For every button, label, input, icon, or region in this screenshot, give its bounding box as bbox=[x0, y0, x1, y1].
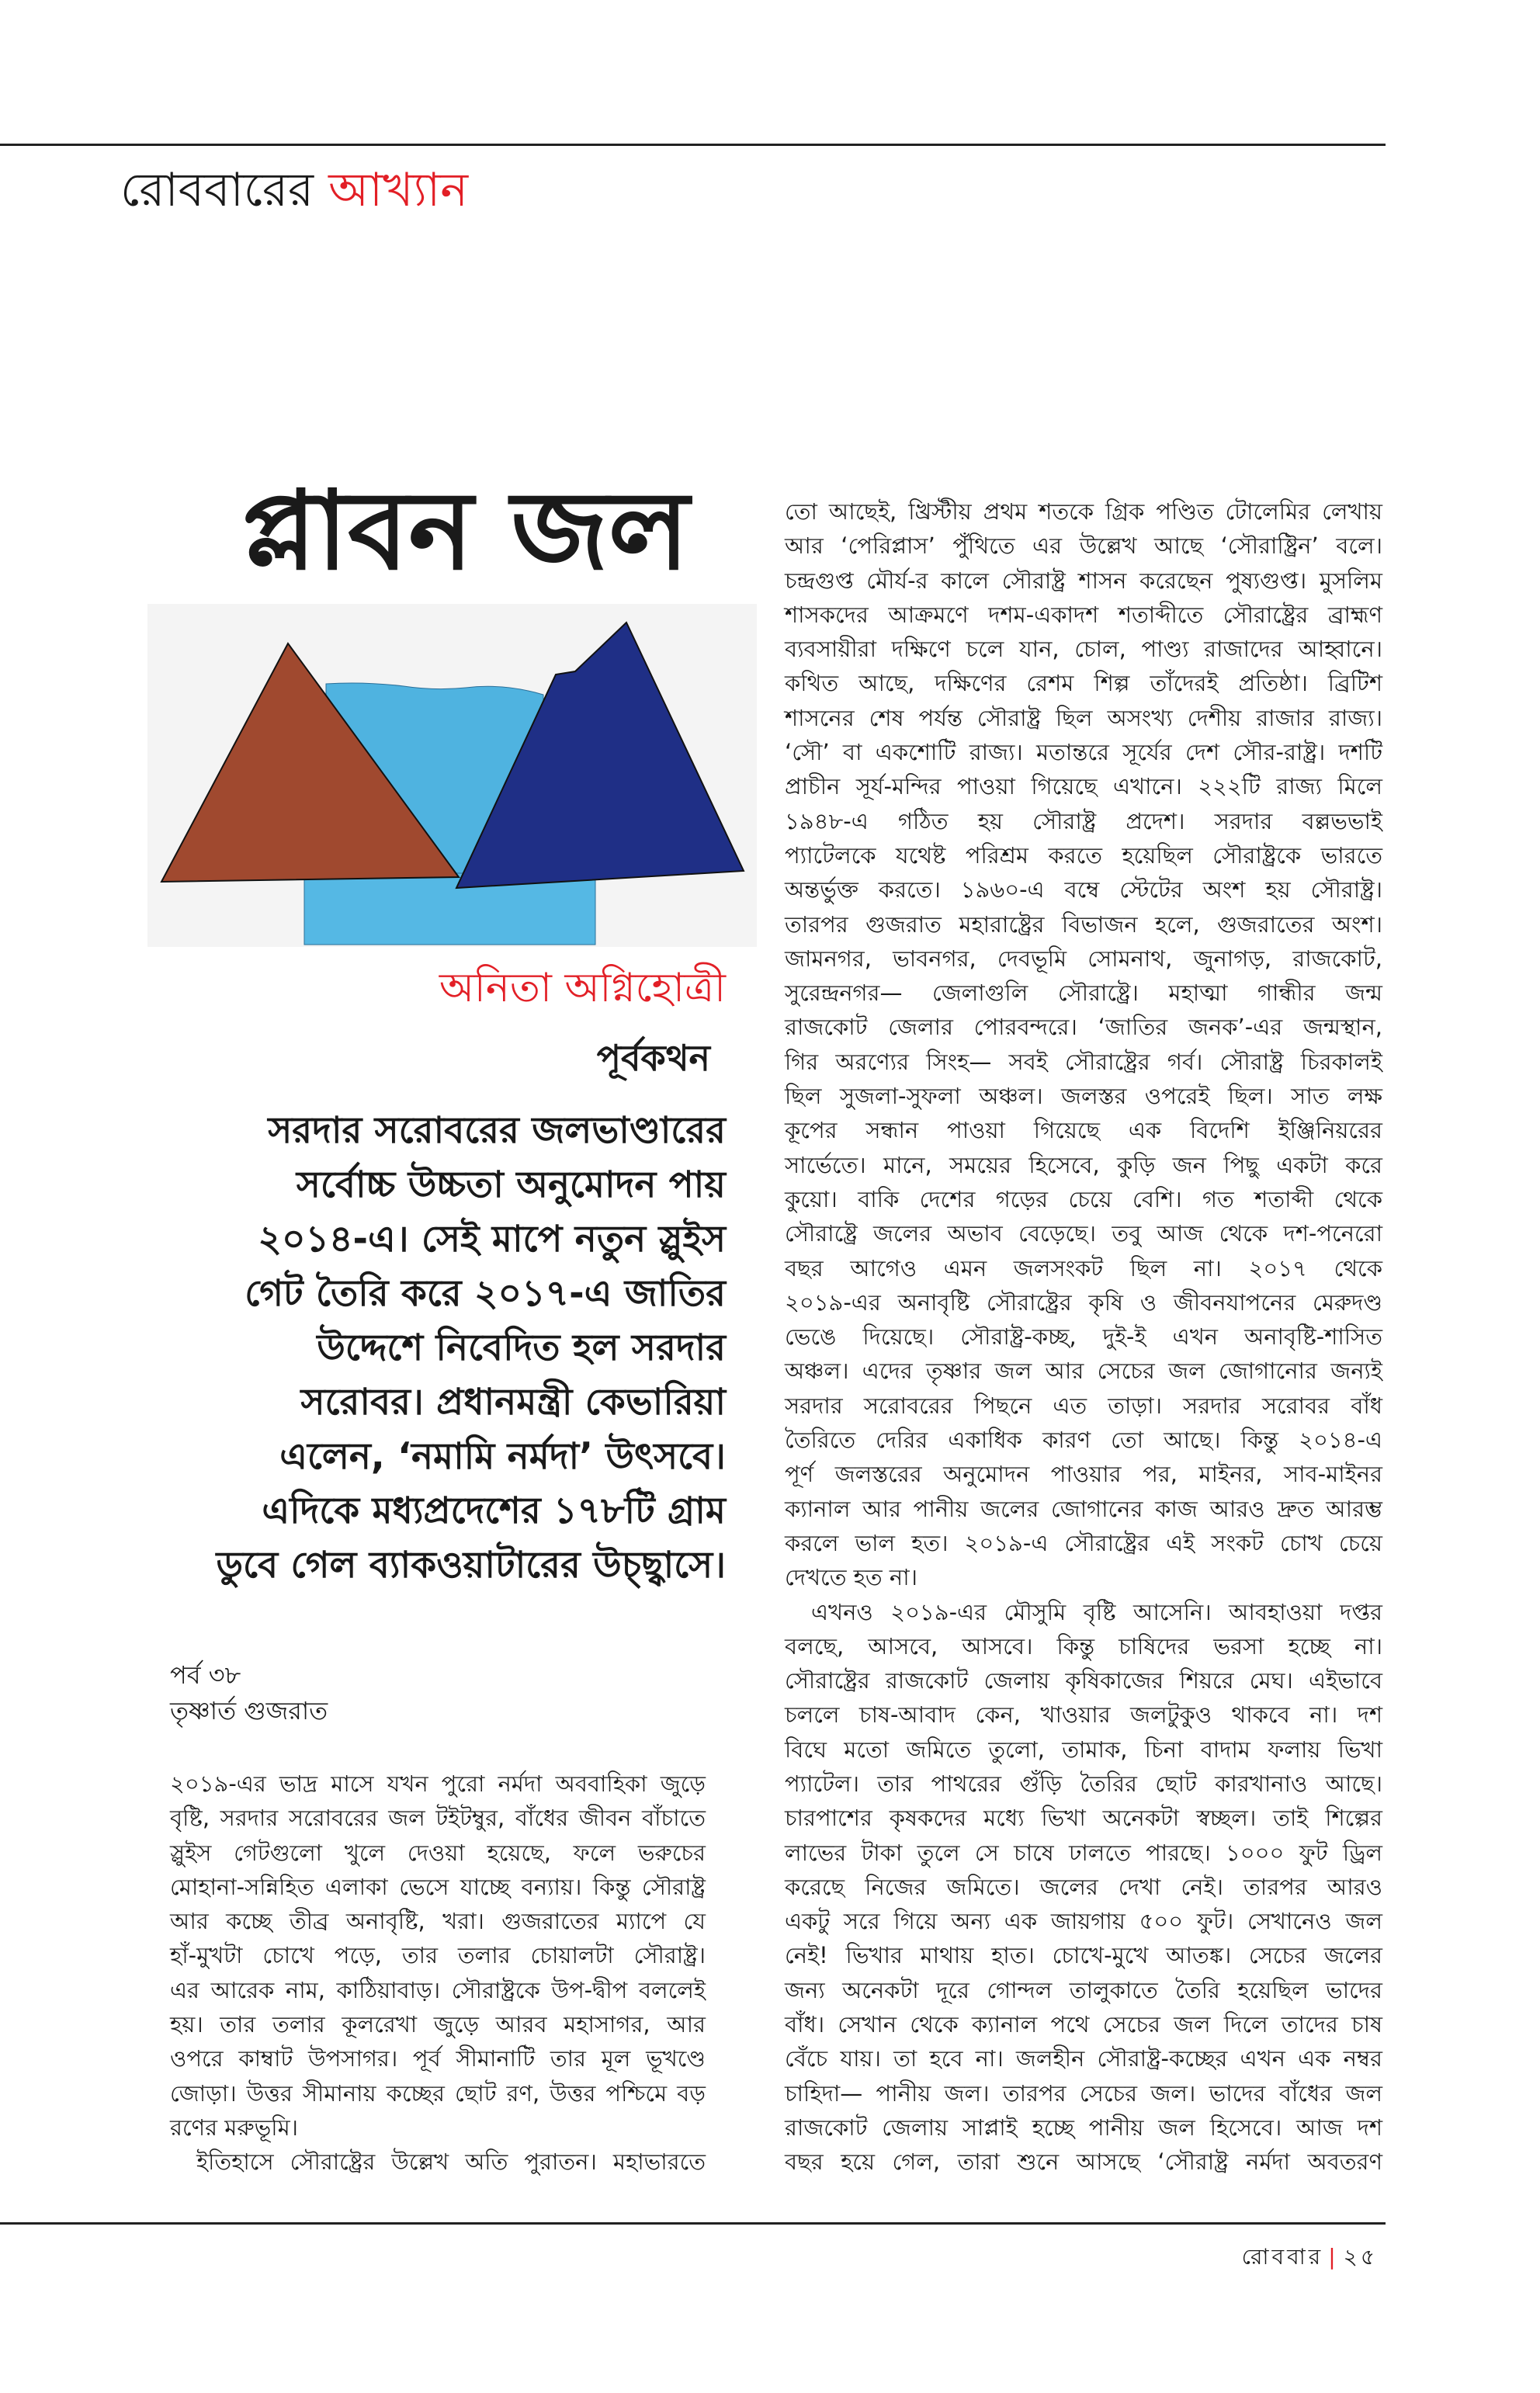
text-line: ব্যবসায়ীরা দক্ষিণে চলে যান, চোল, পাণ্ড্য রাজাদের আহ্বানে। bbox=[785, 636, 1382, 663]
text-line: তৈরিতে দেরির একাধিক কারণ তো আছে। কিন্তু ২০১৪-এ bbox=[785, 1427, 1382, 1454]
text-line: বলছে, আসবে, আসবে। কিন্তু চাষিদের ভরসা হচ্ছে না। bbox=[785, 1632, 1382, 1659]
text-line: বাঁধ। সেখান থেকে ক্যানাল পথে সেচের জল দিলে তাদের চাষ bbox=[785, 2011, 1382, 2038]
prologue-line: ডুবে গেল ব্যাকওয়াটারের উচ্ছ্বাসে। bbox=[216, 1544, 726, 1587]
text-line: মোহানা-সন্নিহিত এলাকা ভেসে যাচ্ছে বন্যায়। কিন্তু সৌরাষ্ট্র bbox=[170, 1873, 706, 1900]
text-line: রাজকোট জেলার পোরবন্দরে। ‘জাতির জনক’-এর জন্মস্থান, bbox=[785, 1014, 1382, 1041]
text-line: বিঘে মতো জমিতে তুলো, তামাক, চিনা বাদাম ফলায় ভিখা bbox=[785, 1736, 1382, 1763]
prologue-line: সরোবর। প্রধানমন্ত্রী কেভারিয়া bbox=[300, 1381, 726, 1424]
top-rule bbox=[0, 144, 1386, 146]
text-line: বৃষ্টি, সরদার সরোবরের জল টইটম্বুর, বাঁধের জীবন বাঁচাতে bbox=[170, 1805, 706, 1832]
text-line: চন্দ্রগুপ্ত মৌর্য-র কালে সৌরাষ্ট্র শাসন করেছেন পুষ্যগুপ্ত। মুসলিম bbox=[785, 567, 1382, 594]
prologue-line: ২০১৪-এ। সেই মাপে নতুন স্লুইস bbox=[258, 1218, 726, 1261]
text-line: চারপাশের কৃষকদের মধ্যে ভিখা অনেকটা স্বচ্ছল। তাই শিল্পের bbox=[785, 1805, 1382, 1832]
text-line: ওপরে কাম্বাট উপসাগর। পূর্ব সীমানাটি তার মূল ভূখণ্ডে bbox=[170, 2045, 706, 2072]
prologue-line: সর্বোচ্চ উচ্চতা অনুমোদন পায় bbox=[296, 1164, 726, 1206]
text-line: প্যাটেল। তার পাথরের গুঁড়ি তৈরির ছোট কারখানাও আছে। bbox=[785, 1770, 1382, 1797]
text-line: হাঁ-মুখটা চোখে পড়ে, তার তলার চোয়ালটা সৌরাষ্ট্র। bbox=[170, 1942, 706, 1969]
text-line: লাভের টাকা তুলে সে চাষে ঢালতে পারছে। ১০০০ ফুট ড্রিল bbox=[785, 1839, 1382, 1866]
article-title: প্লাবন জল bbox=[242, 468, 689, 595]
text-line: ১৯৪৮-এ গঠিত হয় সৌরাষ্ট্র প্রদেশ। সরদার বল্লভভাই bbox=[785, 807, 1382, 834]
episode-number: পর্ব ৩৮ bbox=[170, 1660, 241, 1690]
episode-info bbox=[170, 1657, 328, 1729]
prologue-line: এদিকে মধ্যপ্রদেশের ১৭৮টি গ্রাম bbox=[262, 1490, 726, 1532]
text-line: ‘সৌ’ বা একশোটি রাজ্য। মতান্তরে সূর্যের দেশ সৌর-রাষ্ট্র। দশটি bbox=[785, 739, 1382, 766]
text-line: ভেঙে দিয়েছে। সৌরাষ্ট্র-কচ্ছ, দুই-ই এখন অনাবৃষ্টি-শাসিত bbox=[785, 1323, 1382, 1351]
body-column-right bbox=[785, 494, 1382, 2180]
text-line: দেখতে হত না। bbox=[785, 1564, 917, 1591]
section-name-accent: আখ্যান bbox=[328, 163, 469, 217]
text-line: চাহিদা— পানীয় জল। তারপর সেচের জল। ভাদের বাঁধের জল bbox=[785, 2079, 1382, 2107]
text-line: ইতিহাসে সৌরাষ্ট্রের উল্লেখ অতি পুরাতন। মহাভারতে bbox=[196, 2148, 706, 2176]
text-line: অন্তর্ভুক্ত করতে। ১৯৬০-এ বম্বে স্টেটের অংশ হয় সৌরাষ্ট্র। bbox=[785, 876, 1382, 903]
episode-title: তৃষ্ণার্ত গুজরাত bbox=[170, 1696, 328, 1725]
text-line: কুয়ো। বাকি দেশের গড়ের চেয়ে বেশি। গত শতাব্দী থেকে bbox=[785, 1185, 1382, 1212]
text-line: গির অরণ্যের সিংহ— সবই সৌরাষ্ট্রের গর্ব। সৌরাষ্ট্র চিরকালই bbox=[785, 1048, 1382, 1075]
text-line: শাসনের শেষ পর্যন্ত সৌরাষ্ট্র ছিল অসংখ্য দেশীয় রাজার রাজ্য। bbox=[785, 704, 1382, 731]
text-line: রাজকোট জেলায় সাপ্লাই হচ্ছে পানীয় জল হিসেবে। আজ দশ bbox=[785, 2114, 1382, 2141]
text-line: সৌরাষ্ট্রের রাজকোট জেলায় কৃষিকাজের শিয়রে মেঘ। এইভাবে bbox=[785, 1667, 1382, 1694]
body-column-left bbox=[170, 1767, 706, 2180]
text-line: কথিত আছে, দক্ষিণের রেশম শিল্প তাঁদেরই প্রতিষ্ঠা। ব্রিটিশ bbox=[785, 670, 1382, 697]
prologue-heading: পূর্বকথন bbox=[596, 1037, 710, 1079]
text-line: আর কচ্ছে তীব্র অনাবৃষ্টি, খরা। গুজরাতের ম্যাপে যে bbox=[170, 1908, 706, 1935]
text-line: পূর্ণ জলস্তরের অনুমোদন পাওয়ার পর, মাইনর, সাব-মাইনর bbox=[785, 1461, 1382, 1488]
text-line: আর ‘পেরিপ্লাস’ পুঁথিতে এর উল্লেখ আছে ‘সৌরাষ্ট্রিন’ বলে। bbox=[785, 532, 1382, 560]
prologue-line: গেট তৈরি করে ২০১৭-এ জাতির bbox=[245, 1272, 726, 1315]
text-line: ২০১৯-এর অনাবৃষ্টি সৌরাষ্ট্রের কৃষি ও জীবনযাপনের মেরুদণ্ড bbox=[785, 1288, 1382, 1316]
text-line: প্রাচীন সূর্য-মন্দির পাওয়া গিয়েছে এখানে। ২২২টি রাজ্য মিলে bbox=[785, 773, 1382, 800]
section-name: রোববারের bbox=[120, 163, 329, 217]
text-line: সৌরাষ্ট্রে জলের অভাব বেড়েছে। তবু আজ থেকে দশ-পনেরো bbox=[785, 1220, 1382, 1247]
text-line: জামনগর, ভাবনগর, দেবভূমি সোমনাথ, জুনাগড়, রাজকোট, bbox=[785, 945, 1382, 972]
text-line: জোড়া। উত্তর সীমানায় কচ্ছের ছোট রণ, উত্তর পশ্চিমে বড় bbox=[170, 2079, 706, 2107]
text-line: কূপের সন্ধান পাওয়া গিয়েছে এক বিদেশি ইঞ্জিনিয়রের bbox=[785, 1117, 1382, 1144]
water-pool bbox=[304, 873, 595, 945]
text-line: করলে ভাল হত। ২০১৯-এ সৌরাষ্ট্রের এই সংকট চোখ চেয়ে bbox=[785, 1529, 1382, 1556]
text-line: চললে চাষ-আবাদ কেন, খাওয়ার জলটুকুও থাকবে না। দশ bbox=[785, 1701, 1382, 1729]
text-line: ক্যানাল আর পানীয় জলের জোগানের কাজ আরও দ্রুত আরম্ভ bbox=[785, 1495, 1382, 1522]
mountains-water-illustration bbox=[140, 598, 761, 947]
footer-separator: | bbox=[1328, 2244, 1339, 2270]
text-line: অঞ্চল। এদের তৃষ্ণার জল আর সেচের জল জোগানোর জন্যই bbox=[785, 1358, 1382, 1385]
text-line: হয়। তার তলার কূলরেখা জুড়ে আরব মহাসাগর, আর bbox=[170, 2011, 706, 2038]
text-line: সরদার সরোবরের পিছনে এত তাড়া। সরদার সরোবর বাঁধ bbox=[785, 1392, 1382, 1419]
text-line: প্যাটেলকে যথেষ্ট পরিশ্রম করতে হয়েছিল সৌরাষ্ট্রকে ভারতে bbox=[785, 841, 1382, 869]
author-name: অনিতা অগ্নিহোত্রী bbox=[439, 965, 726, 1011]
text-line: বছর আগেও এমন জলসংকট ছিল না। ২০১৭ থেকে bbox=[785, 1254, 1382, 1281]
text-line: জন্য অনেকটা দূরে গোন্দল তালুকাতে তৈরি হয়েছিল ভাদের bbox=[785, 1976, 1382, 2003]
text-line: তারপর গুজরাত মহারাষ্ট্রের বিভাজন হলে, গুজরাতের অংশ। bbox=[785, 910, 1382, 938]
text-line: এখনও ২০১৯-এর মৌসুমি বৃষ্টি আসেনি। আবহাওয়া দপ্তর bbox=[811, 1598, 1382, 1625]
text-line: ২০১৯-এর ভাদ্র মাসে যখন পুরো নর্মদা অববাহিকা জুড়ে bbox=[170, 1770, 706, 1797]
prologue-line: এলেন, ‘নমামি নর্মদা’ উৎসবে। bbox=[279, 1435, 726, 1478]
prologue-line: সরদার সরোবরের জলভাণ্ডারের bbox=[268, 1109, 726, 1152]
text-line: করেছে নিজের জমিতে। জলের দেখা নেই। তারপর আরও bbox=[785, 1873, 1382, 1900]
bottom-rule bbox=[0, 2222, 1386, 2225]
text-line: সুরেন্দ্রনগর— জেলাগুলি সৌরাষ্ট্রে। মহাত্মা গান্ধীর জন্ম bbox=[785, 980, 1382, 1007]
text-line: রণের মরুভূমি। bbox=[170, 2114, 299, 2141]
text-line: ছিল সুজলা-সুফলা অঞ্চল। জলস্তর ওপরেই ছিল। সাত লক্ষ bbox=[785, 1083, 1382, 1110]
text-line: নেই! ভিখার মাথায় হাত। চোখে-মুখে আতঙ্ক। সেচের জলের bbox=[785, 1942, 1382, 1969]
prologue-line: উদ্দেশে নিবেদিত হল সরদার bbox=[317, 1327, 726, 1369]
page-number: ২৫ bbox=[1343, 2244, 1378, 2270]
text-line: তো আছেই, খ্রিস্টীয় প্রথম শতকে গ্রিক পণ্ডিত টোলেমির লেখায় bbox=[785, 498, 1382, 525]
text-line: বেঁচে যায়। তা হবে না। জলহীন সৌরাষ্ট্র-কচ্ছের এখন এক নম্বর bbox=[785, 2045, 1382, 2072]
footer-magazine-name: রোববার bbox=[1241, 2244, 1324, 2270]
text-line: স্লুইস গেটগুলো খুলে দেওয়া হয়েছে, ফলে ভরুচের bbox=[170, 1839, 706, 1866]
section-header bbox=[120, 159, 468, 221]
text-line: এর আরেক নাম, কাঠিয়াবাড়। সৌরাষ্ট্রকে উপ-দ্বীপ বললেই bbox=[170, 1976, 706, 2003]
text-line: শাসকদের আক্রমণে দশম-একাদশ শতাব্দীতে সৌরাষ্ট্রের ব্রাহ্মণ bbox=[785, 601, 1382, 628]
text-line: বছর হয়ে গেল, তারা শুনে আসছে ‘সৌরাষ্ট্র নর্মদা অবতরণ bbox=[785, 2148, 1382, 2176]
prologue-pullquote bbox=[167, 1104, 726, 1593]
text-line: একটু সরে গিয়ে অন্য এক জায়গায় ৫০০ ফুট। সেখানেও জল bbox=[785, 1908, 1382, 1935]
text-line: সার্ভেতে। মানে, সময়ের হিসেবে, কুড়ি জন পিছু একটা করে bbox=[785, 1151, 1382, 1178]
page-footer bbox=[1242, 2243, 1378, 2271]
